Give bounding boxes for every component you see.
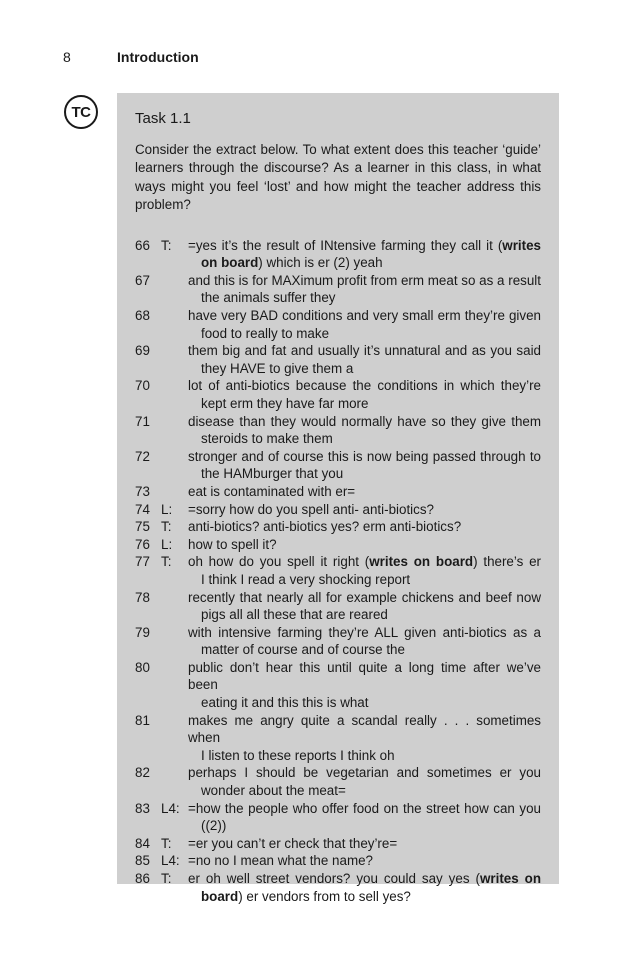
transcript-line <box>135 518 541 536</box>
task-prompt: Consider the extract below. To what extent does this teacher ‘guide’ learners through the discourse? As a learner in this class, in what ways might you feel ‘lost’ and how might the teacher address this problem? <box>135 142 541 213</box>
transcript-line <box>135 870 541 905</box>
utterance-text: =yes it’s the result of INtensive farming they call it ( <box>188 237 503 253</box>
speaker-label: L4: <box>161 853 180 869</box>
transcript-line <box>135 764 541 799</box>
transcript-line <box>135 624 541 659</box>
utterance-text: and this is for MAXimum profit from erm meat so as a result <box>188 272 541 288</box>
transcript-line <box>135 377 541 412</box>
transcript-line <box>135 589 541 624</box>
transcript-line <box>135 659 541 712</box>
utterance-first-line <box>188 712 541 747</box>
utterance-text: disease than they would normally have so they give them <box>188 413 541 429</box>
transcript-line <box>135 835 541 853</box>
utterance-first-line <box>188 852 541 870</box>
transcript-line <box>135 237 541 272</box>
line-number: 74 <box>135 501 150 517</box>
bold-annotation: writes on board <box>369 554 474 570</box>
task-title: Task 1.1 <box>135 110 191 127</box>
transcript-line <box>135 536 541 554</box>
transcript-line <box>135 553 541 588</box>
line-number: 85 <box>135 853 150 869</box>
utterance-first-line <box>188 377 541 395</box>
utterance-text: oh how do you spell it right ( <box>188 554 370 570</box>
utterance-continuation <box>188 747 541 765</box>
utterance-text: have very BAD conditions and very small erm they’re given <box>188 308 541 323</box>
utterance-text: I think I read a very shocking report <box>201 571 411 587</box>
line-number: 78 <box>135 589 150 605</box>
utterance-first-line <box>188 272 541 290</box>
line-number: 68 <box>135 308 150 323</box>
utterance-text: makes me angry quite a scandal really . . . sometimes when <box>188 712 541 746</box>
speaker-label: L: <box>161 536 173 552</box>
speaker-label: T: <box>161 835 172 851</box>
line-number: 69 <box>135 343 150 359</box>
utterance-text: =er you can’t er check that they’re= <box>188 835 398 851</box>
utterance-first-line <box>188 659 541 694</box>
utterance-first-line <box>188 518 541 536</box>
utterance-text: =how the people who offer food on the street how can you <box>188 800 541 816</box>
line-number: 81 <box>135 712 150 728</box>
utterance-text: ) there’s er <box>473 554 541 570</box>
utterance-text: the animals suffer they <box>201 290 336 306</box>
utterance-text: perhaps I should be vegetarian and sometimes er you <box>188 765 541 781</box>
utterance-first-line <box>188 307 541 325</box>
utterance-text: how to spell it? <box>188 536 277 552</box>
utterance-continuation <box>188 641 541 659</box>
utterance-continuation <box>188 360 541 378</box>
utterance-text: eating it and this this is what <box>201 695 369 711</box>
utterance-text: ) er vendors from to sell yes? <box>238 888 411 904</box>
line-number: 83 <box>135 800 150 816</box>
utterance-first-line <box>188 589 541 607</box>
running-head: Introduction <box>117 49 199 65</box>
tc-icon-label: TC <box>71 103 91 121</box>
line-number: 70 <box>135 378 150 394</box>
utterance-text: the HAMburger that you <box>201 466 344 482</box>
utterance-first-line <box>188 536 541 554</box>
transcript-line <box>135 342 541 377</box>
utterance-text: I listen to these reports I think oh <box>201 747 395 763</box>
utterance-continuation <box>188 395 541 413</box>
utterance-first-line <box>188 237 541 255</box>
line-number: 73 <box>135 483 150 499</box>
utterance-text: =no no I mean what the name? <box>188 853 373 869</box>
utterance-first-line <box>188 553 541 571</box>
speaker-label: L: <box>161 501 173 517</box>
utterance-continuation <box>188 694 541 712</box>
utterance-continuation <box>188 571 541 589</box>
speaker-label: T: <box>161 237 172 253</box>
line-number: 76 <box>135 536 150 552</box>
bold-annotation: writes <box>502 237 541 253</box>
line-number: 71 <box>135 413 150 429</box>
utterance-first-line <box>188 835 541 853</box>
line-number: 77 <box>135 554 150 570</box>
utterance-continuation <box>188 325 541 343</box>
line-number: 86 <box>135 871 150 886</box>
utterance-text: steroids to make them <box>201 431 333 447</box>
speaker-label: T: <box>161 554 172 570</box>
utterance-text: stronger and of course this is now being passed through to <box>188 448 541 464</box>
line-number: 66 <box>135 237 150 253</box>
line-number: 75 <box>135 519 150 535</box>
line-number: 67 <box>135 272 150 288</box>
utterance-text: food to really to make <box>201 325 330 341</box>
utterance-continuation <box>188 430 541 448</box>
utterance-text: them big and fat and usually it’s unnatural and as you said <box>188 343 541 359</box>
transcript-line <box>135 800 541 835</box>
tc-icon <box>64 95 98 129</box>
line-number: 84 <box>135 835 150 851</box>
bold-annotation: writes on <box>479 871 542 886</box>
utterance-text: pigs all all these that are reared <box>201 607 388 623</box>
transcript-line <box>135 852 541 870</box>
utterance-first-line <box>188 483 541 501</box>
bold-annotation: board <box>201 888 239 904</box>
utterance-first-line <box>188 448 541 466</box>
utterance-continuation <box>188 606 541 624</box>
utterance-text: =sorry how do you spell anti- anti-biotics? <box>188 501 434 517</box>
utterance-first-line <box>188 870 541 888</box>
transcript <box>135 237 541 906</box>
speaker-label: T: <box>161 519 172 535</box>
utterance-continuation <box>188 782 541 800</box>
utterance-text: matter of course and of course the <box>201 642 405 658</box>
utterance-first-line <box>188 800 541 818</box>
transcript-line <box>135 307 541 342</box>
utterance-text: public don’t hear this until quite a long time after we’ve been <box>188 659 541 693</box>
transcript-line <box>135 272 541 307</box>
utterance-text: anti-biotics? anti-biotics yes? erm anti-biotics? <box>188 519 462 535</box>
line-number: 80 <box>135 659 150 675</box>
utterance-text: ) which is er (2) yeah <box>258 255 383 271</box>
utterance-text: kept erm they have far more <box>201 395 369 411</box>
transcript-line <box>135 413 541 448</box>
transcript-line <box>135 501 541 519</box>
utterance-continuation <box>188 817 541 835</box>
transcript-line <box>135 448 541 483</box>
line-number: 72 <box>135 448 150 464</box>
bold-annotation: on board <box>201 255 259 271</box>
utterance-first-line <box>188 624 541 642</box>
speaker-label: L4: <box>161 800 180 816</box>
utterance-text: ((2)) <box>201 818 227 834</box>
line-number: 82 <box>135 765 150 781</box>
utterance-continuation <box>188 888 541 906</box>
utterance-first-line <box>188 413 541 431</box>
speaker-label: T: <box>161 871 172 886</box>
utterance-text: with intensive farming they’re ALL given anti-biotics as a <box>188 624 541 640</box>
page-number: 8 <box>63 49 71 65</box>
task-box <box>117 93 559 904</box>
utterance-text: eat is contaminated with er= <box>188 483 356 499</box>
transcript-line <box>135 483 541 501</box>
utterance-text: they HAVE to give them a <box>201 360 354 376</box>
utterance-first-line <box>188 501 541 519</box>
line-number: 79 <box>135 624 150 640</box>
utterance-continuation <box>188 289 541 307</box>
utterance-first-line <box>188 764 541 782</box>
utterance-first-line <box>188 342 541 360</box>
utterance-text: lot of anti-biotics because the conditions in which they’re <box>188 378 541 394</box>
utterance-continuation <box>188 254 541 272</box>
utterance-text: er oh well street vendors? you could say yes ( <box>188 871 480 886</box>
utterance-text: wonder about the meat= <box>201 783 346 799</box>
utterance-continuation <box>188 465 541 483</box>
transcript-line <box>135 712 541 765</box>
utterance-text: recently that nearly all for example chickens and beef now <box>188 589 541 605</box>
